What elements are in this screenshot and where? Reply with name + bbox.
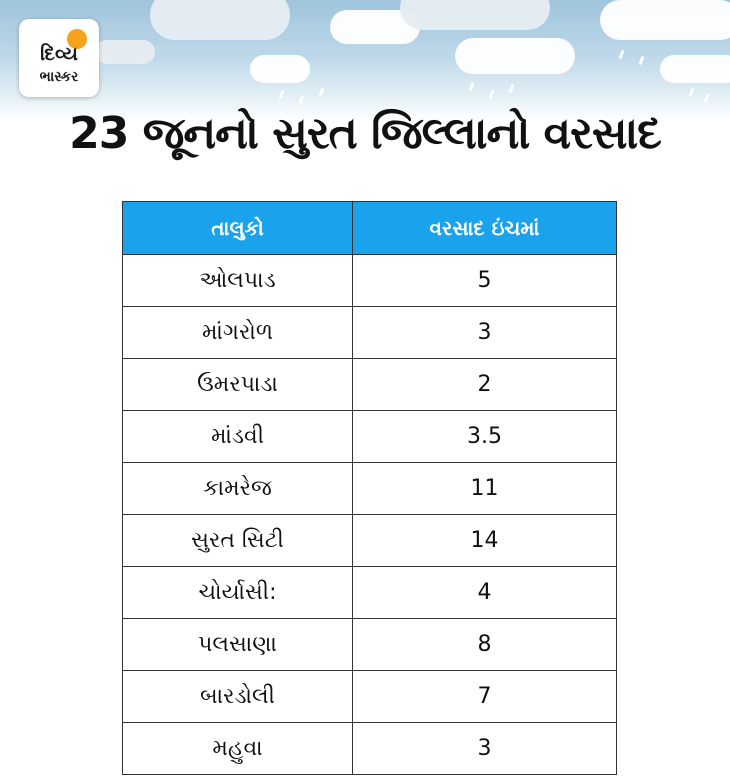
rain-drop — [469, 82, 475, 91]
rain-drop — [279, 90, 285, 99]
rainfall-cell: 7 — [353, 671, 617, 723]
taluka-cell: ઓલપાડ — [123, 255, 353, 307]
header-rainfall: વરસાદ ઇંચમાં — [353, 202, 617, 255]
cloud — [660, 55, 730, 83]
rainfall-cell: 3 — [353, 723, 617, 775]
header-taluka: તાલુકો — [123, 202, 353, 255]
table-row — [123, 359, 617, 411]
rainfall-cell: 8 — [353, 619, 617, 671]
table-row — [123, 411, 617, 463]
taluka-cell: માંડવી — [123, 411, 353, 463]
rainfall-table — [122, 201, 617, 775]
table-row — [123, 723, 617, 775]
taluka-cell: સુરત સિટી — [123, 515, 353, 567]
rain-drop — [639, 56, 645, 65]
cloud — [95, 40, 155, 64]
rain-drop — [299, 95, 305, 104]
rain-drop — [509, 84, 515, 93]
table-row — [123, 567, 617, 619]
rainfall-cell: 14 — [353, 515, 617, 567]
rainfall-cell: 3.5 — [353, 411, 617, 463]
rainfall-cell: 5 — [353, 255, 617, 307]
sky-banner — [0, 0, 730, 120]
table-header-row — [123, 202, 617, 255]
rainfall-cell: 11 — [353, 463, 617, 515]
rain-drop — [489, 90, 495, 99]
logo-line2: ભાસ્કર — [39, 69, 79, 85]
rainfall-cell: 3 — [353, 307, 617, 359]
rain-drop — [619, 50, 625, 59]
cloud — [400, 0, 550, 30]
cloud — [150, 0, 290, 40]
table-row — [123, 255, 617, 307]
rainfall-cell: 2 — [353, 359, 617, 411]
taluka-cell: પલસાણા — [123, 619, 353, 671]
page-title: 23 જૂનનો સુરત જિલ્લાનો વરસાદ — [69, 108, 661, 159]
taluka-cell: બારડોલી — [123, 671, 353, 723]
table-row — [123, 307, 617, 359]
logo-line1: દિવ્ય — [40, 43, 78, 65]
table-row — [123, 619, 617, 671]
cloud — [600, 0, 730, 40]
brand-logo — [19, 19, 99, 97]
table-row — [123, 671, 617, 723]
rain-drop — [689, 88, 695, 97]
taluka-cell: મહુવા — [123, 723, 353, 775]
rain-drop — [704, 94, 710, 103]
taluka-cell: માંગરોળ — [123, 307, 353, 359]
table-row — [123, 515, 617, 567]
cloud — [455, 38, 575, 74]
taluka-cell: ચોર્યાસી: — [123, 567, 353, 619]
cloud — [250, 55, 310, 83]
table-row — [123, 463, 617, 515]
taluka-cell: ઉમરપાડા — [123, 359, 353, 411]
taluka-cell: કામરેજ — [123, 463, 353, 515]
rain-drop — [319, 88, 325, 97]
rainfall-cell: 4 — [353, 567, 617, 619]
